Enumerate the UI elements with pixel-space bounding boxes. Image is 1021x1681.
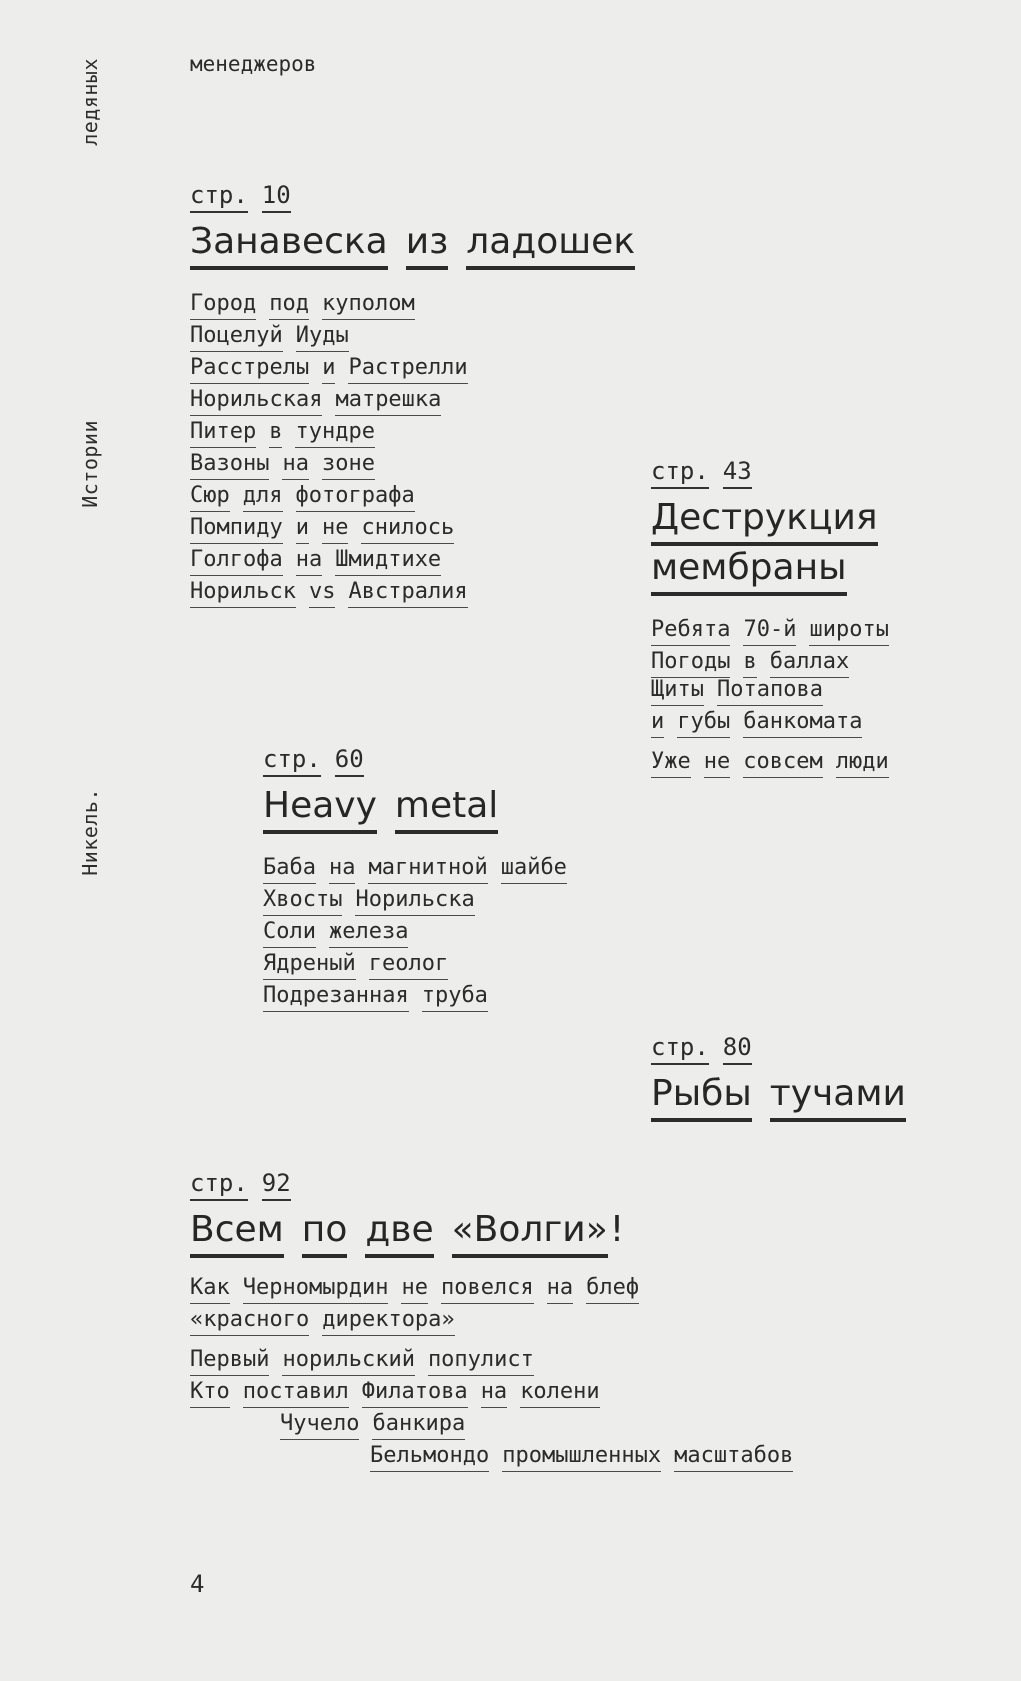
section-92	[190, 1168, 806, 1468]
page-label: стр.	[651, 1032, 709, 1065]
toc-entry[interactable]: Город под куполом	[190, 284, 653, 316]
title-word: metal	[395, 784, 498, 834]
spine-word-3: Никель.	[78, 788, 102, 876]
title-word: Heavy	[263, 784, 377, 834]
title-word: ладошек	[466, 220, 635, 270]
page-ref-number: 10	[262, 180, 291, 213]
section-title	[651, 1072, 924, 1122]
toc-entry[interactable]: Соли железа	[263, 912, 580, 944]
page-label: стр.	[190, 180, 248, 213]
toc-entry[interactable]: Хвосты Норильска	[263, 880, 580, 912]
page-ref-number: 92	[262, 1168, 291, 1201]
spine-word-2: Истории	[78, 420, 102, 508]
section-page-ref	[263, 744, 580, 776]
title-word: две	[365, 1208, 433, 1258]
page-number: 4	[190, 1570, 205, 1598]
title-word: по	[302, 1208, 348, 1258]
toc-entry[interactable]: Баба на магнитной шайбе	[263, 848, 580, 880]
toc-entry[interactable]: Кто поставил Филатова на колени	[190, 1372, 806, 1404]
page-ref-number: 80	[723, 1032, 752, 1065]
title-word: Рыбы	[651, 1072, 752, 1122]
toc-entry[interactable]: Чучело банкира	[280, 1404, 806, 1436]
toc-entry[interactable]: Питер в тундре	[190, 412, 653, 444]
toc-entry[interactable]: Щиты Потапова и губы банкомата	[651, 674, 902, 738]
toc-entry[interactable]: Голгофа на Шмидтихе	[190, 540, 653, 572]
title-word: !	[609, 1209, 625, 1250]
page-label: стр.	[651, 456, 709, 489]
page-label: стр.	[263, 744, 321, 777]
section-10	[190, 180, 653, 604]
page-ref-number: 43	[723, 456, 752, 489]
toc-entry[interactable]: Вазоны на зоне	[190, 444, 653, 476]
title-word: из	[406, 220, 449, 270]
toc-entry[interactable]: Расстрелы и Растрелли	[190, 348, 653, 380]
section-page-ref	[651, 456, 902, 488]
title-word: Занавеска	[190, 220, 388, 270]
section-title	[651, 496, 902, 596]
title-word: тучами	[770, 1072, 906, 1122]
section-60	[263, 744, 580, 1008]
toc-entry[interactable]: Бельмондо промышленных масштабов	[370, 1436, 806, 1468]
toc-entry[interactable]: Ядреный геолог	[263, 944, 580, 976]
toc-entry[interactable]: Как Черномырдин не повелся на блеф «красного директора»	[190, 1272, 806, 1336]
toc-entry[interactable]: Первый норильский популист	[190, 1340, 806, 1372]
toc-entry[interactable]: Норильск vs Австралия	[190, 572, 653, 604]
section-80	[651, 1032, 924, 1136]
toc-entry[interactable]: Уже не совсем люди	[651, 742, 902, 774]
toc-entry[interactable]: Норильская матрешка	[190, 380, 653, 412]
spine-word-1: ледяных	[78, 58, 102, 146]
section-page-ref	[651, 1032, 924, 1064]
title-word: «Волги»	[452, 1208, 608, 1258]
section-title	[190, 1208, 806, 1258]
title-word: мембраны	[651, 546, 847, 596]
toc-entry[interactable]: Сюр для фотографа	[190, 476, 653, 508]
page-label: стр.	[190, 1168, 248, 1201]
toc-entry[interactable]: Погоды в баллах	[651, 642, 902, 674]
section-page-ref	[190, 1168, 806, 1200]
section-43	[651, 456, 902, 774]
section-page-ref	[190, 180, 653, 212]
page-ref-number: 60	[335, 744, 364, 777]
section-title	[263, 784, 580, 834]
toc-entry[interactable]: Подрезанная труба	[263, 976, 580, 1008]
title-word: Деструкция	[651, 496, 878, 546]
toc-entry[interactable]: Ребята 70-й широты	[651, 610, 902, 642]
section-title	[190, 220, 653, 270]
toc-entry[interactable]: Помпиду и не снилось	[190, 508, 653, 540]
title-word: Всем	[190, 1208, 284, 1258]
toc-entry[interactable]: Поцелуй Иуды	[190, 316, 653, 348]
top-word: менеджеров	[190, 52, 317, 76]
